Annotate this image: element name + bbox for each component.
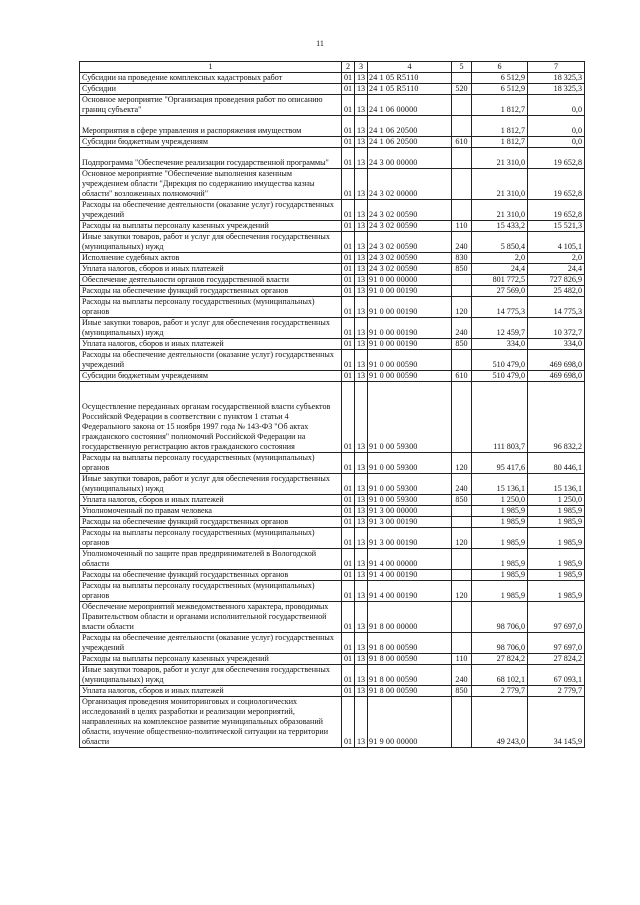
target-article-cell: 91 4 00 00190: [368, 581, 452, 602]
section-code-cell: 01: [342, 169, 355, 200]
section-code-cell: 01: [342, 297, 355, 318]
expense-type-cell: 850: [452, 264, 472, 275]
section-code-cell: 01: [342, 137, 355, 148]
section-code-cell: 01: [342, 371, 355, 382]
amount-year2-cell: 25 482,0: [528, 286, 585, 297]
target-article-cell: 91 3 00 00190: [368, 517, 452, 528]
section-code-cell: 01: [342, 200, 355, 221]
amount-year1-cell: 1 985,9: [472, 570, 528, 581]
header-cell: 5: [452, 62, 472, 73]
row-name-cell: Расходы на обеспечение функций государственных органов: [80, 517, 342, 528]
amount-year1-cell: 334,0: [472, 339, 528, 350]
expense-type-cell: 240: [452, 232, 472, 253]
subsection-code-cell: 13: [355, 697, 368, 748]
amount-year1-cell: 2,0: [472, 253, 528, 264]
header-cell: 6: [472, 62, 528, 73]
row-name-cell: Расходы на выплаты персоналу казенных учреждений: [80, 654, 342, 665]
expense-type-cell: 850: [452, 495, 472, 506]
row-name-cell: Обеспечение мероприятий межведомственного характера, проводимых Правительством области и органами исполнительной государственной власти области: [80, 602, 342, 633]
amount-year1-cell: 12 459,7: [472, 318, 528, 339]
table-row: [80, 116, 585, 137]
amount-year2-cell: 727 826,9: [528, 275, 585, 286]
table-row: [80, 232, 585, 253]
section-code-cell: 01: [342, 697, 355, 748]
section-code-cell: 01: [342, 602, 355, 633]
amount-year1-cell: 6 512,9: [472, 84, 528, 95]
amount-year2-cell: 15 521,3: [528, 221, 585, 232]
expense-type-cell: [452, 633, 472, 654]
subsection-code-cell: 13: [355, 654, 368, 665]
amount-year2-cell: 1 985,9: [528, 581, 585, 602]
subsection-code-cell: 13: [355, 474, 368, 495]
expense-type-cell: 850: [452, 686, 472, 697]
target-article-cell: 91 4 00 00000: [368, 549, 452, 570]
subsection-code-cell: 13: [355, 686, 368, 697]
expense-type-cell: 110: [452, 221, 472, 232]
table-body: [80, 62, 585, 748]
amount-year2-cell: 0,0: [528, 137, 585, 148]
header-cell: 1: [80, 62, 342, 73]
amount-year1-cell: 49 243,0: [472, 697, 528, 748]
amount-year1-cell: 68 102,1: [472, 665, 528, 686]
expense-type-cell: 830: [452, 253, 472, 264]
target-article-cell: 24 3 02 00590: [368, 221, 452, 232]
target-article-cell: 91 0 00 59300: [368, 474, 452, 495]
subsection-code-cell: 13: [355, 517, 368, 528]
amount-year1-cell: 27 569,0: [472, 286, 528, 297]
expense-type-cell: [452, 148, 472, 169]
subsection-code-cell: 13: [355, 221, 368, 232]
amount-year1-cell: 5 850,4: [472, 232, 528, 253]
subsection-code-cell: 13: [355, 633, 368, 654]
section-code-cell: 01: [342, 73, 355, 84]
table-row: [80, 95, 585, 116]
subsection-code-cell: 13: [355, 570, 368, 581]
row-name-cell: Расходы на выплаты персоналу казенных учреждений: [80, 221, 342, 232]
row-name-cell: Иные закупки товаров, работ и услуг для обеспечения государственных (муниципальных) нужд: [80, 318, 342, 339]
expense-type-cell: 120: [452, 528, 472, 549]
amount-year2-cell: 15 136,1: [528, 474, 585, 495]
amount-year2-cell: 1 985,9: [528, 517, 585, 528]
section-code-cell: 01: [342, 318, 355, 339]
row-name-cell: Иные закупки товаров, работ и услуг для обеспечения государственных (муниципальных) нужд: [80, 665, 342, 686]
section-code-cell: 01: [342, 382, 355, 453]
table-row: [80, 382, 585, 453]
amount-year2-cell: 18 325,3: [528, 84, 585, 95]
subsection-code-cell: 13: [355, 73, 368, 84]
subsection-code-cell: 13: [355, 286, 368, 297]
target-article-cell: 24 1 06 20500: [368, 137, 452, 148]
table-row: [80, 297, 585, 318]
table-row: [80, 549, 585, 570]
section-code-cell: 01: [342, 232, 355, 253]
subsection-code-cell: 13: [355, 148, 368, 169]
expense-type-cell: [452, 570, 472, 581]
subsection-code-cell: 13: [355, 528, 368, 549]
amount-year2-cell: 0,0: [528, 116, 585, 137]
expense-type-cell: 120: [452, 453, 472, 474]
target-article-cell: 91 0 00 00190: [368, 286, 452, 297]
row-name-cell: Субсидии бюджетным учреждениям: [80, 371, 342, 382]
table-row: [80, 633, 585, 654]
target-article-cell: 24 1 05 R5110: [368, 73, 452, 84]
subsection-code-cell: 13: [355, 200, 368, 221]
target-article-cell: 91 3 00 00190: [368, 528, 452, 549]
table-row: [80, 517, 585, 528]
header-cell: 7: [528, 62, 585, 73]
section-code-cell: 01: [342, 686, 355, 697]
table-row: [80, 528, 585, 549]
row-name-cell: Расходы на обеспечение функций государственных органов: [80, 286, 342, 297]
target-article-cell: 91 8 00 00000: [368, 602, 452, 633]
amount-year1-cell: 1 250,0: [472, 495, 528, 506]
amount-year2-cell: 19 652,8: [528, 148, 585, 169]
row-name-cell: Уполномоченный по защите прав предпринимателей в Вологодской области: [80, 549, 342, 570]
table-row: [80, 697, 585, 748]
row-name-cell: Расходы на обеспечение функций государственных органов: [80, 570, 342, 581]
table-row: [80, 148, 585, 169]
target-article-cell: 91 0 00 00000: [368, 275, 452, 286]
target-article-cell: 91 8 00 00590: [368, 633, 452, 654]
target-article-cell: 24 3 02 00590: [368, 264, 452, 275]
table-row: [80, 137, 585, 148]
amount-year1-cell: 1 812,7: [472, 116, 528, 137]
subsection-code-cell: 13: [355, 318, 368, 339]
subsection-code-cell: 13: [355, 371, 368, 382]
expense-type-cell: [452, 95, 472, 116]
expense-type-cell: [452, 697, 472, 748]
row-name-cell: Уполномоченный по правам человека: [80, 506, 342, 517]
table-row: [80, 506, 585, 517]
section-code-cell: 01: [342, 633, 355, 654]
row-name-cell: Мероприятия в сфере управления и распоряжения имуществом: [80, 116, 342, 137]
amount-year2-cell: 14 775,3: [528, 297, 585, 318]
amount-year1-cell: 1 812,7: [472, 95, 528, 116]
subsection-code-cell: 13: [355, 264, 368, 275]
subsection-code-cell: 13: [355, 253, 368, 264]
target-article-cell: 24 3 02 00590: [368, 200, 452, 221]
header-cell: 2: [342, 62, 355, 73]
amount-year2-cell: 34 145,9: [528, 697, 585, 748]
target-article-cell: 91 0 00 00190: [368, 297, 452, 318]
subsection-code-cell: 13: [355, 137, 368, 148]
section-code-cell: 01: [342, 116, 355, 137]
section-code-cell: 01: [342, 528, 355, 549]
table-row: [80, 686, 585, 697]
amount-year1-cell: 1 812,7: [472, 137, 528, 148]
amount-year2-cell: 97 697,0: [528, 633, 585, 654]
expense-type-cell: 110: [452, 654, 472, 665]
target-article-cell: 24 1 05 R5110: [368, 84, 452, 95]
table-row: [80, 474, 585, 495]
row-name-cell: Субсидии бюджетным учреждениям: [80, 137, 342, 148]
amount-year2-cell: 1 250,0: [528, 495, 585, 506]
expense-type-cell: [452, 116, 472, 137]
section-code-cell: 01: [342, 350, 355, 371]
subsection-code-cell: 13: [355, 382, 368, 453]
expense-type-cell: 610: [452, 371, 472, 382]
subsection-code-cell: 13: [355, 84, 368, 95]
table-row: [80, 339, 585, 350]
target-article-cell: 91 0 00 00190: [368, 318, 452, 339]
row-name-cell: Расходы на выплаты персоналу государственных (муниципальных) органов: [80, 528, 342, 549]
expense-type-cell: 850: [452, 339, 472, 350]
target-article-cell: 91 8 00 00590: [368, 686, 452, 697]
target-article-cell: 24 3 00 00000: [368, 148, 452, 169]
subsection-code-cell: 13: [355, 602, 368, 633]
row-name-cell: Иные закупки товаров, работ и услуг для обеспечения государственных (муниципальных) нужд: [80, 474, 342, 495]
amount-year2-cell: 10 372,7: [528, 318, 585, 339]
table-row: [80, 275, 585, 286]
section-code-cell: 01: [342, 570, 355, 581]
page-number: 11: [316, 39, 324, 48]
table-row: [80, 665, 585, 686]
section-code-cell: 01: [342, 474, 355, 495]
expense-type-cell: 120: [452, 297, 472, 318]
amount-year2-cell: 19 652,8: [528, 200, 585, 221]
table-row: [80, 318, 585, 339]
section-code-cell: 01: [342, 264, 355, 275]
table-row: [80, 570, 585, 581]
row-name-cell: Расходы на выплаты персоналу государственных (муниципальных) органов: [80, 581, 342, 602]
table-row: [80, 200, 585, 221]
expense-type-cell: [452, 517, 472, 528]
amount-year2-cell: 1 985,9: [528, 528, 585, 549]
expense-type-cell: [452, 73, 472, 84]
table-row: [80, 253, 585, 264]
amount-year1-cell: 6 512,9: [472, 73, 528, 84]
amount-year1-cell: 98 706,0: [472, 602, 528, 633]
section-code-cell: 01: [342, 253, 355, 264]
target-article-cell: 91 8 00 00590: [368, 654, 452, 665]
table-row: [80, 264, 585, 275]
section-code-cell: 01: [342, 275, 355, 286]
row-name-cell: Основное мероприятие "Организация проведения работ по описанию границ субъекта": [80, 95, 342, 116]
expense-type-cell: [452, 169, 472, 200]
expense-type-cell: 240: [452, 318, 472, 339]
amount-year1-cell: 510 479,0: [472, 371, 528, 382]
header-cell: 4: [368, 62, 452, 73]
subsection-code-cell: 13: [355, 275, 368, 286]
row-name-cell: Подпрограмма "Обеспечение реализации государственной программы": [80, 148, 342, 169]
table-row: [80, 169, 585, 200]
amount-year1-cell: 21 310,0: [472, 200, 528, 221]
amount-year1-cell: 1 985,9: [472, 581, 528, 602]
section-code-cell: 01: [342, 495, 355, 506]
target-article-cell: 24 3 02 00590: [368, 253, 452, 264]
row-name-cell: Расходы на обеспечение деятельности (оказание услуг) государственных учреждений: [80, 633, 342, 654]
amount-year1-cell: 24,4: [472, 264, 528, 275]
table-header-row: [80, 62, 585, 73]
subsection-code-cell: 13: [355, 506, 368, 517]
amount-year1-cell: 111 803,7: [472, 382, 528, 453]
table-row: [80, 654, 585, 665]
section-code-cell: 01: [342, 549, 355, 570]
amount-year1-cell: 1 985,9: [472, 517, 528, 528]
expense-type-cell: 610: [452, 137, 472, 148]
section-code-cell: 01: [342, 453, 355, 474]
section-code-cell: 01: [342, 221, 355, 232]
target-article-cell: 91 0 00 59300: [368, 453, 452, 474]
amount-year1-cell: 2 779,7: [472, 686, 528, 697]
amount-year1-cell: 1 985,9: [472, 549, 528, 570]
section-code-cell: 01: [342, 506, 355, 517]
amount-year2-cell: 18 325,3: [528, 73, 585, 84]
amount-year1-cell: 98 706,0: [472, 633, 528, 654]
target-article-cell: 91 0 00 00590: [368, 371, 452, 382]
amount-year1-cell: 510 479,0: [472, 350, 528, 371]
amount-year1-cell: 27 824,2: [472, 654, 528, 665]
target-article-cell: 91 8 00 00590: [368, 665, 452, 686]
target-article-cell: 91 0 00 59300: [368, 495, 452, 506]
row-name-cell: Исполнение судебных актов: [80, 253, 342, 264]
table-row: [80, 581, 585, 602]
expense-type-cell: [452, 350, 472, 371]
amount-year2-cell: 96 832,2: [528, 382, 585, 453]
row-name-cell: Уплата налогов, сборов и иных платежей: [80, 339, 342, 350]
target-article-cell: 91 0 00 59300: [368, 382, 452, 453]
subsection-code-cell: 13: [355, 581, 368, 602]
amount-year1-cell: 21 310,0: [472, 169, 528, 200]
amount-year2-cell: 24,4: [528, 264, 585, 275]
amount-year1-cell: 15 136,1: [472, 474, 528, 495]
amount-year2-cell: 67 093,1: [528, 665, 585, 686]
subsection-code-cell: 13: [355, 350, 368, 371]
header-cell: 3: [355, 62, 368, 73]
subsection-code-cell: 13: [355, 495, 368, 506]
amount-year1-cell: 15 433,2: [472, 221, 528, 232]
table-row: [80, 286, 585, 297]
section-code-cell: 01: [342, 95, 355, 116]
table-row: [80, 84, 585, 95]
row-name-cell: Уплата налогов, сборов и иных платежей: [80, 495, 342, 506]
section-code-cell: 01: [342, 654, 355, 665]
target-article-cell: 24 3 02 00000: [368, 169, 452, 200]
target-article-cell: 91 0 00 00590: [368, 350, 452, 371]
subsection-code-cell: 13: [355, 339, 368, 350]
amount-year1-cell: 1 985,9: [472, 528, 528, 549]
amount-year2-cell: 469 698,0: [528, 371, 585, 382]
expense-type-cell: [452, 286, 472, 297]
row-name-cell: Основное мероприятие "Обеспечение выполнения казенным учреждением области "Дирекция по содержанию имущества казны области" возложенных полномочий": [80, 169, 342, 200]
expense-type-cell: 240: [452, 665, 472, 686]
amount-year1-cell: 95 417,6: [472, 453, 528, 474]
amount-year2-cell: 19 652,8: [528, 169, 585, 200]
amount-year2-cell: 0,0: [528, 95, 585, 116]
target-article-cell: 24 1 06 00000: [368, 95, 452, 116]
subsection-code-cell: 13: [355, 665, 368, 686]
table-row: [80, 453, 585, 474]
subsection-code-cell: 13: [355, 169, 368, 200]
expense-type-cell: [452, 602, 472, 633]
row-name-cell: Обеспечение деятельности органов государственной власти: [80, 275, 342, 286]
amount-year2-cell: 27 824,2: [528, 654, 585, 665]
table-row: [80, 495, 585, 506]
subsection-code-cell: 13: [355, 549, 368, 570]
target-article-cell: 91 3 00 00000: [368, 506, 452, 517]
target-article-cell: 91 9 00 00000: [368, 697, 452, 748]
amount-year2-cell: 2 779,7: [528, 686, 585, 697]
expense-type-cell: [452, 275, 472, 286]
expense-type-cell: 240: [452, 474, 472, 495]
row-name-cell: Организация проведения мониторинговых и социологических исследований в целях разработки и реализации мероприятий, направленных на комплексное развитие муниципальных образований области, изучение общественно-политической ситуации на территории области: [80, 697, 342, 748]
row-name-cell: Субсидии: [80, 84, 342, 95]
section-code-cell: 01: [342, 517, 355, 528]
row-name-cell: Уплата налогов, сборов и иных платежей: [80, 686, 342, 697]
subsection-code-cell: 13: [355, 232, 368, 253]
section-code-cell: 01: [342, 148, 355, 169]
target-article-cell: 24 3 02 00590: [368, 232, 452, 253]
amount-year2-cell: 1 985,9: [528, 506, 585, 517]
budget-table: [79, 61, 585, 748]
amount-year2-cell: 2,0: [528, 253, 585, 264]
table-row: [80, 221, 585, 232]
expense-type-cell: 520: [452, 84, 472, 95]
target-article-cell: 91 4 00 00190: [368, 570, 452, 581]
table-row: [80, 73, 585, 84]
amount-year2-cell: 4 105,1: [528, 232, 585, 253]
expense-type-cell: [452, 506, 472, 517]
amount-year1-cell: 1 985,9: [472, 506, 528, 517]
table-row: [80, 371, 585, 382]
amount-year2-cell: 97 697,0: [528, 602, 585, 633]
row-name-cell: Осуществление переданных органам государственной власти субъектов Российской Федерации в соответствии с пунктом 1 статьи 4 Федерального закона от 15 ноября 1997 года № 143-ФЗ "Об актах гражданского состояния" полномочий Российской Федерации на государственную регистрацию актов гражданского состояния: [80, 382, 342, 453]
subsection-code-cell: 13: [355, 297, 368, 318]
target-article-cell: 91 0 00 00190: [368, 339, 452, 350]
row-name-cell: Иные закупки товаров, работ и услуг для обеспечения государственных (муниципальных) нужд: [80, 232, 342, 253]
subsection-code-cell: 13: [355, 453, 368, 474]
amount-year2-cell: 334,0: [528, 339, 585, 350]
amount-year2-cell: 80 446,1: [528, 453, 585, 474]
amount-year1-cell: 801 772,5: [472, 275, 528, 286]
section-code-cell: 01: [342, 581, 355, 602]
row-name-cell: Расходы на выплаты персоналу государственных (муниципальных) органов: [80, 453, 342, 474]
expense-type-cell: [452, 549, 472, 570]
amount-year2-cell: 469 698,0: [528, 350, 585, 371]
row-name-cell: Расходы на обеспечение деятельности (оказание услуг) государственных учреждений: [80, 350, 342, 371]
section-code-cell: 01: [342, 665, 355, 686]
amount-year1-cell: 14 775,3: [472, 297, 528, 318]
target-article-cell: 24 1 06 20500: [368, 116, 452, 137]
section-code-cell: 01: [342, 339, 355, 350]
amount-year1-cell: 21 310,0: [472, 148, 528, 169]
row-name-cell: Расходы на выплаты персоналу государственных (муниципальных) органов: [80, 297, 342, 318]
amount-year2-cell: 1 985,9: [528, 570, 585, 581]
table-row: [80, 602, 585, 633]
expense-type-cell: [452, 200, 472, 221]
row-name-cell: Субсидии на проведение комплексных кадастровых работ: [80, 73, 342, 84]
section-code-cell: 01: [342, 84, 355, 95]
row-name-cell: Расходы на обеспечение деятельности (оказание услуг) государственных учреждений: [80, 200, 342, 221]
amount-year2-cell: 1 985,9: [528, 549, 585, 570]
subsection-code-cell: 13: [355, 116, 368, 137]
table-row: [80, 350, 585, 371]
expense-type-cell: 120: [452, 581, 472, 602]
row-name-cell: Уплата налогов, сборов и иных платежей: [80, 264, 342, 275]
section-code-cell: 01: [342, 286, 355, 297]
subsection-code-cell: 13: [355, 95, 368, 116]
expense-type-cell: [452, 382, 472, 453]
